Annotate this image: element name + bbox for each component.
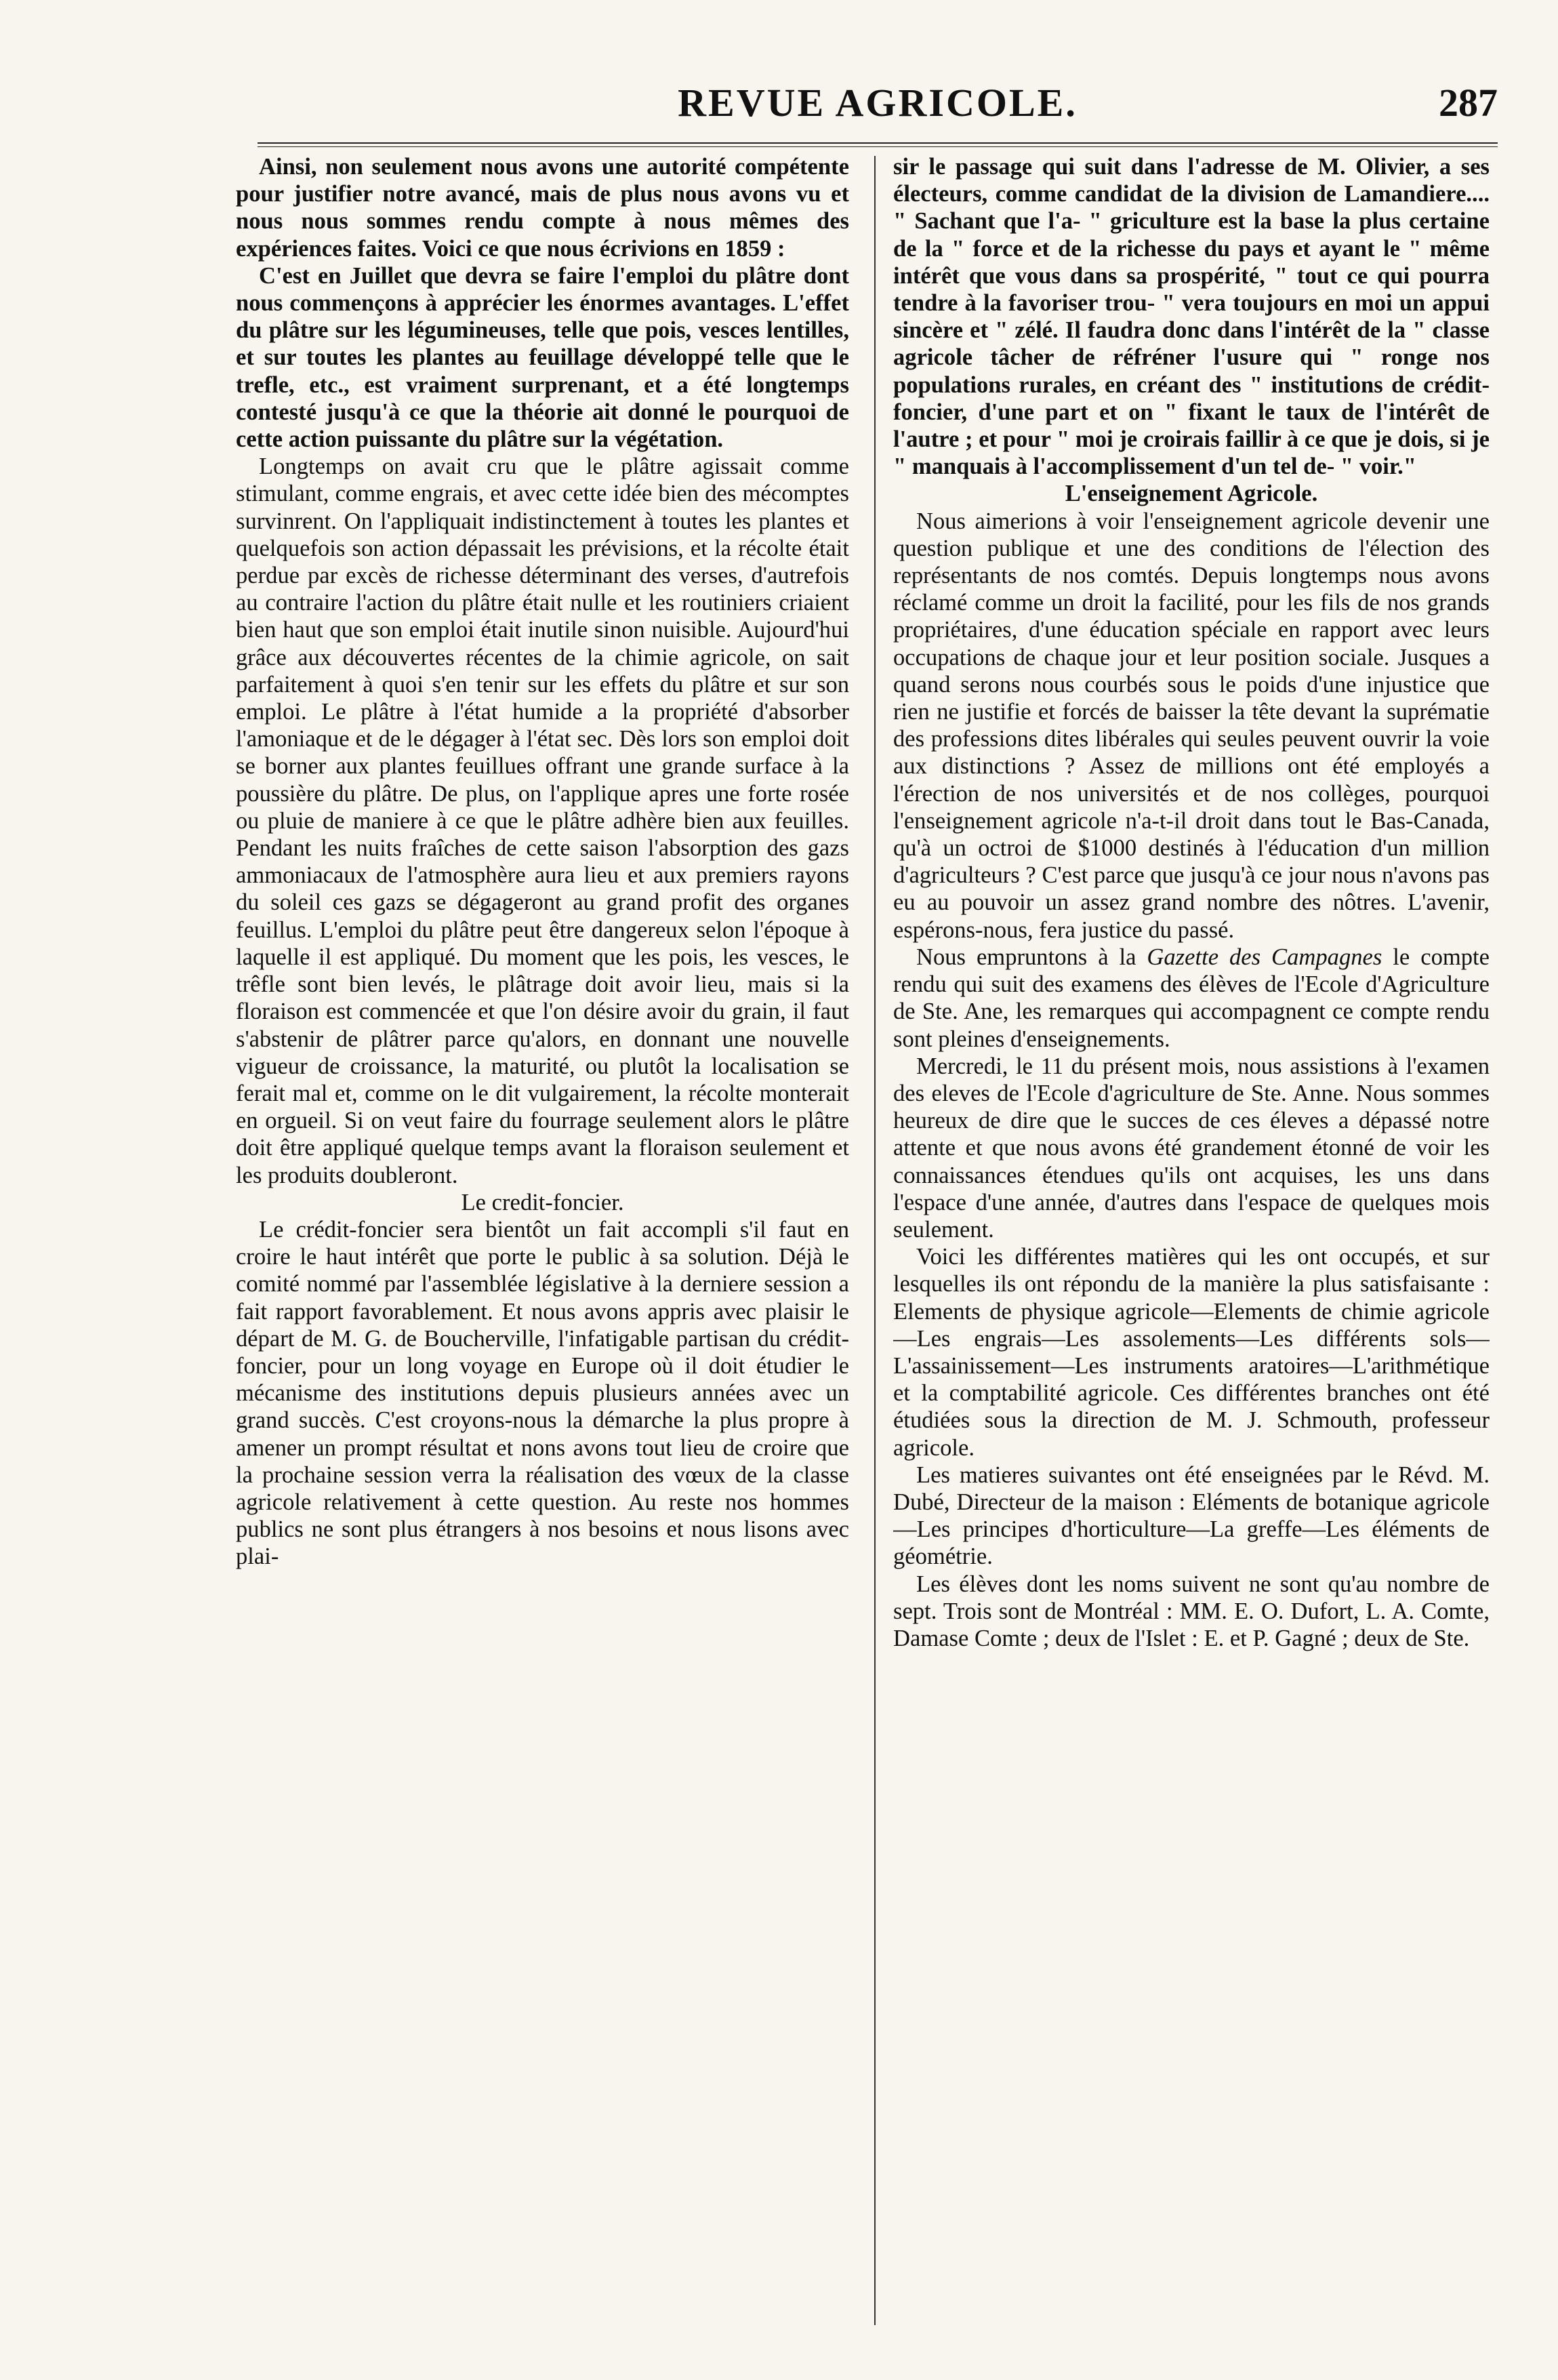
page-header: [258, 80, 1498, 134]
left-column: [236, 153, 849, 2356]
paragraph-intro: Ainsi, non seulement nous avons une autorité compétente pour justifier notre avancé, mais de plus nous avons vu et nous nous sommes rendu compte à nous mêmes des expériences faites. Voici ce que nous écrivions en 1859 :: [236, 154, 849, 262]
section-heading-enseignement: L'enseignement Agricole.: [1065, 481, 1318, 507]
page-number: 287: [1439, 81, 1498, 125]
gazette-intro-text: Nous empruntons à la: [916, 944, 1147, 970]
paragraph-eleves: Les élèves dont les noms suivent ne sont qu'au nombre de sept. Trois sont de Montréal : MM. E. O. Dufort, L. A. Comte, Damase Comte ; deux de l'Islet : E. et P. Gagné ; deux de Ste.: [893, 1571, 1490, 1651]
paragraph-dube: Les matieres suivantes ont été enseignées par le Révd. M. Dubé, Directeur de la maison : Eléments de botanique agricole—Les principes d'horticulture—La greffe—Les éléments de géométrie.: [893, 1461, 1490, 1570]
gazette-source-title: Gazette des Campagnes: [1147, 944, 1382, 970]
running-title: REVUE AGRICOLE.: [678, 81, 1078, 125]
section-heading-credit-foncier: Le credit-foncier.: [461, 1189, 624, 1215]
paragraph-matieres: Voici les différentes matières qui les ont occupés, et sur lesquelles ils ont répondu de la manière la plus satisfaisante : Elements de physique agricole—Elements de chimie agricole—Les engrais—Les assolements—Les différents sols—L'assainissement—Les instruments aratoires—L'arithmétique et la comptabilité agricole. Ces différentes branches ont été étudiées sous la direction de M. J. Schmouth, professeur agricole.: [893, 1244, 1490, 1461]
paragraph-enseignement: Nous aimerions à voir l'enseignement agricole devenir une question publique et une des conditions de l'élection des représentants de nos comtés. Depuis longtemps nous avons réclamé comme un droit la facilité, pour les fils de nos grands propriétaires, d'une éducation spéciale en rapport avec leurs occupations de chaque jour et leur position sociale. Jusques a quand serons nous courbés sous le poids d'une injustice que rien ne justifie et forcés de baisser la tête devant la suprématie des professions dites libérales qui seules peuvent ouvrir la voie aux distinctions ? Assez de millions ont été employés a l'érection de nos universités et de nos collèges, pourquoi l'enseignement agricole n'a-t-il droit dans tout le Bas-Canada, qu'à un octroi de $1000 destinés à l'éducation d'un million d'agriculteurs ? C'est parce que jusqu'à ce jour nous n'avons pas eu au pouvoir un assez grand nombre des nôtres. L'avenir, espérons-nous, fera justice du passé.: [893, 508, 1490, 943]
paragraph-gazette: [893, 944, 1490, 1053]
paragraph-platre-history: Longtemps on avait cru que le plâtre agissait comme stimulant, comme engrais, et avec cette idée bien des mécomptes survinrent. On l'appliquait indistinctement à toutes les plantes et quelquefois son action dépassait les prévisions, et la récolte était perdue par excès de richesse déterminant des verses, d'autrefois au contraire l'action du plâtre était nulle et les routiniers criaient bien haut que son emploi était inutile sinon nuisible. Aujourd'hui grâce aux découvertes récentes de la chimie agricole, on sait parfaitement à quoi s'en tenir sur les effets du plâtre et sur son emploi. Le plâtre à l'état humide a la propriété d'absorber l'amoniaque et de le dégager à l'état sec. Dès lors son emploi doit se borner aux plantes feuillues offrant une grande surface à la poussière du plâtre. De plus, on l'applique apres une forte rosée ou pluie de maniere à ce que le plâtre adhère bien aux feuilles. Pendant les nuits fraîches de cette saison l'absorption des gazs ammoniacaux de l'atmosphère aura lieu et aux premiers rayons du soleil ces gazs se dégageront au grand profit des organes feuillus. L'emploi du plâtre peut être dangereux selon l'époque à laquelle il est appliqué. Du moment que les pois, les vesces, le trêfle sont bien levés, le plâtrage doit avoir lieu, mais si la floraison est commencée et que l'on désire avoir du grain, il faut s'abstenir de plâtrer parce qu'alors, en donnant une nouvelle vigueur de croissance, la maturité, ou plutôt la localisation se ferait mal et, comme on le dit vulgairement, la récolte monterait en orgueil. Si on veut faire du fourrage seulement alors le plâtre doit être appliqué quelque temps avant la floraison seulement et les produits doubleront.: [236, 453, 849, 1188]
paragraph-olivier-quote: sir le passage qui suit dans l'adresse de M. Olivier, a ses électeurs, comme candidat de la division de Lamandiere.... " Sachant que l'a- " griculture est la base la plus certaine de la " force et de la richesse du pays et ayant le " même intérêt que vous dans sa prospérité, " tout ce qui pourra tendre à la favoriser trou- " vera toujours en moi un appui sincère et " zélé. Il faudra donc dans l'intérêt de la " classe agricole tâcher de réfréner l'usure qui " ronge nos populations rurales, en créant des " institutions de crédit-foncier, d'une part et on " fixant le taux de l'intérêt de l'autre ; et pour " moi je croirais faillir à ce que je dois, si je " manquais à l'accomplissement d'un tel de- " voir.": [893, 154, 1490, 480]
right-column: [893, 153, 1490, 2356]
column-divider: [874, 156, 876, 2325]
gazette-rest-text: le compte rendu qui suit des examens des élèves de l'Ecole d'Agriculture de Ste. Ane, les remarques qui accompagnent ce compte rendu sont pleines d'enseignements.: [893, 944, 1490, 1052]
paragraph-quote-platre: C'est en Juillet que devra se faire l'emploi du plâtre dont nous commençons à apprécier les énormes avantages. L'effet du plâtre sur les légumineuses, telle que pois, vesces lentilles, et sur toutes les plantes au feuillage développé telle que le trefle, etc., est vraiment surprenant, et a été longtemps contesté jusqu'à ce que la théorie ait donné le pourquoi de cette action puissante du plâtre sur la végétation.: [236, 262, 849, 453]
paragraph-credit-foncier: Le crédit-foncier sera bientôt un fait accompli s'il faut en croire le haut intérêt que porte le public à sa solution. Déjà le comité nommé par l'assemblée législative à la derniere session a fait rapport favorablement. Et nous avons appris avec plaisir le départ de M. G. de Boucherville, l'infatigable partisan du crédit-foncier, pour un long voyage en Europe où il doit étudier le mécanisme des institutions depuis plusieurs années avec un grand succès. C'est croyons-nous la démarche la plus propre à amener un prompt résultat et nons avons tout lieu de croire que la prochaine session verra la réalisation des vœux de la classe agricole relativement à cette question. Au reste nos hommes publics ne sont plus étrangers à nos besoins et nous lisons avec plai-: [236, 1216, 849, 1570]
paragraph-examen: Mercredi, le 11 du présent mois, nous assistions à l'examen des eleves de l'Ecole d'agriculture de Ste. Anne. Nous sommes heureux de dire que le succes de ces éleves a dépassé notre attente et que nous avons été grandement étonné de voir les connaissances étendues qu'ils ont acquises, les uns dans l'espace d'une année, d'autres dans l'espace de quelques mois seulement.: [893, 1053, 1490, 1243]
header-rule: [258, 142, 1498, 147]
